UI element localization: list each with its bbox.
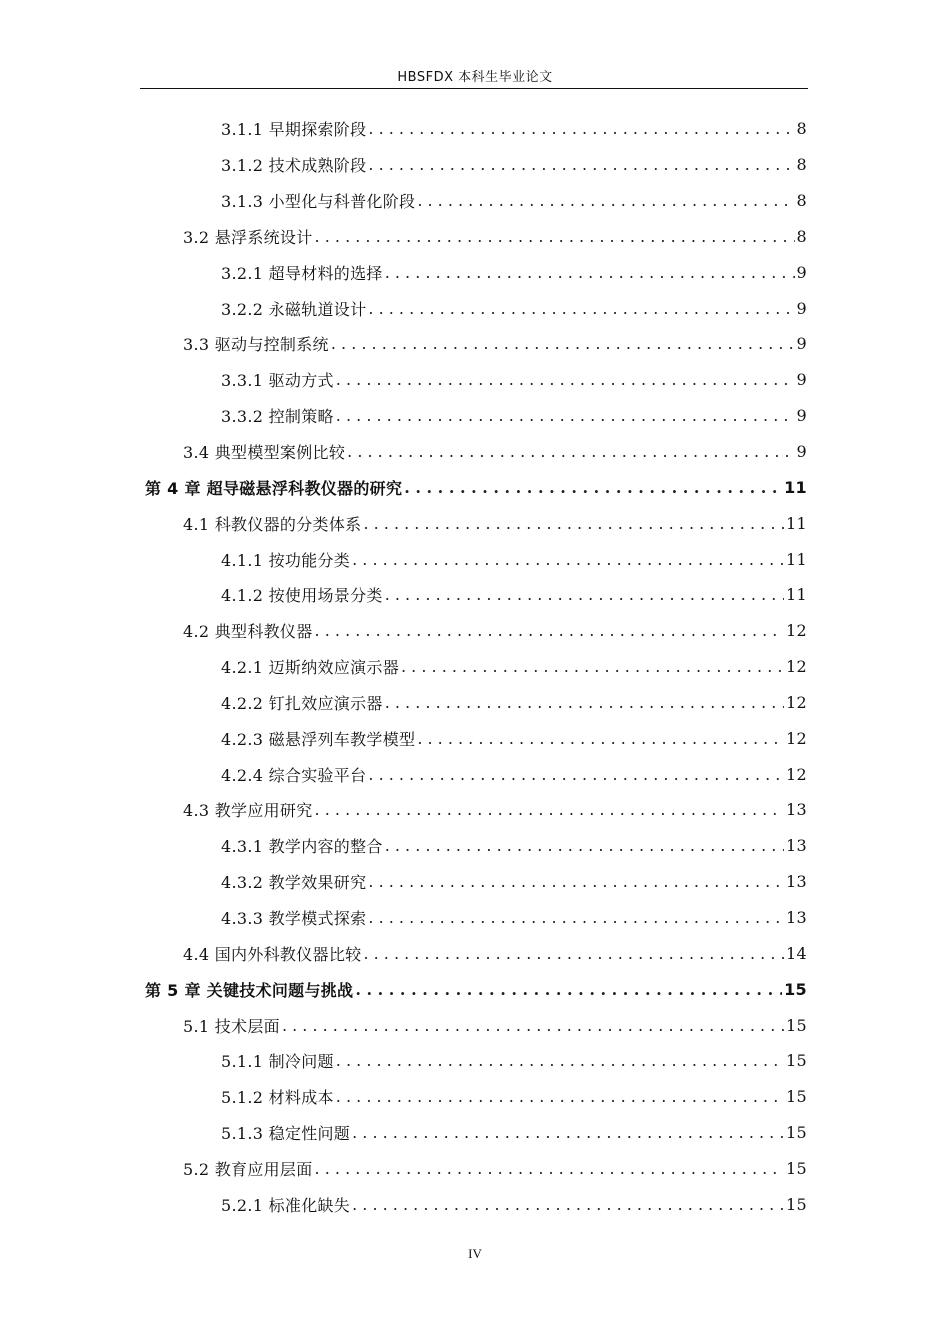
toc-entry[interactable] — [0, 1186, 950, 1222]
page-number: IV — [468, 1246, 482, 1261]
toc-entry-label: 3.1.1 早期探索阶段 — [221, 117, 368, 140]
toc-entry[interactable] — [0, 147, 950, 183]
toc-entry[interactable] — [0, 1079, 950, 1115]
toc-entry-page: 12 — [786, 728, 807, 748]
toc-entry-page: 8 — [796, 226, 807, 246]
toc-leader-dots — [347, 442, 794, 461]
toc-leader-dots — [315, 621, 784, 640]
toc-entry-label: 3.1.3 小型化与科普化阶段 — [221, 189, 417, 212]
toc-entry-label: 第 4 章 超导磁悬浮科教仪器的研究 — [145, 476, 404, 499]
toc-leader-dots — [282, 1016, 784, 1035]
toc-leader-dots — [315, 800, 784, 819]
toc-leader-dots — [336, 1087, 784, 1106]
toc-entry-page: 11 — [784, 477, 807, 497]
toc-leader-dots — [336, 406, 795, 425]
toc-entry[interactable] — [0, 541, 950, 577]
toc-entry[interactable] — [0, 935, 950, 971]
toc-entry[interactable] — [0, 828, 950, 864]
toc-entry-page: 15 — [786, 1194, 807, 1214]
toc-entry-label: 3.2.2 永磁轨道设计 — [221, 297, 368, 320]
toc-entry-page: 13 — [786, 800, 807, 820]
toc-entry[interactable] — [0, 1150, 950, 1186]
toc-entry-page: 15 — [786, 1123, 807, 1143]
toc-entry-label: 3.2 悬浮系统设计 — [183, 225, 315, 248]
toc-entry[interactable] — [0, 756, 950, 792]
toc-entry-label: 3.4 典型模型案例比较 — [183, 440, 347, 463]
toc-leader-dots — [385, 585, 784, 604]
toc-leader-dots — [363, 944, 784, 963]
toc-leader-dots — [355, 980, 782, 999]
toc-entry[interactable] — [0, 613, 950, 649]
toc-entry-page: 9 — [796, 262, 807, 282]
toc-entry-label: 3.2.1 超导材料的选择 — [221, 261, 385, 284]
toc-entry[interactable] — [0, 111, 950, 147]
toc-entry-label: 4.1.2 按使用场景分类 — [221, 583, 385, 606]
toc-entry-label: 5.2.1 标准化缺失 — [221, 1193, 352, 1216]
toc-entry-label: 4.1 科教仪器的分类体系 — [183, 512, 363, 535]
toc-entry-page: 8 — [796, 155, 807, 175]
toc-entry-label: 3.3.2 控制策略 — [221, 404, 336, 427]
toc-entry[interactable] — [0, 1115, 950, 1151]
toc-entry-page: 8 — [796, 119, 807, 139]
toc-entry[interactable] — [0, 900, 950, 936]
toc-leader-dots — [352, 1123, 784, 1142]
toc-leader-dots — [315, 227, 795, 246]
toc-entry-label: 第 5 章 关键技术问题与挑战 — [145, 978, 355, 1001]
toc-entry[interactable] — [0, 254, 950, 290]
toc-entry[interactable] — [0, 469, 950, 505]
toc-entry[interactable] — [0, 971, 950, 1007]
toc-entry-label: 4.2.3 磁悬浮列车教学模型 — [221, 727, 417, 750]
toc-leader-dots — [368, 872, 784, 891]
toc-entry-page: 9 — [796, 370, 807, 390]
toc-entry-page: 9 — [796, 334, 807, 354]
toc-entry[interactable] — [0, 326, 950, 362]
toc-entry-page: 12 — [786, 657, 807, 677]
toc-leader-dots — [368, 299, 794, 318]
toc-leader-dots — [336, 370, 795, 389]
toc-entry-page: 11 — [786, 549, 807, 569]
toc-entry[interactable] — [0, 505, 950, 541]
toc-entry[interactable] — [0, 1007, 950, 1043]
toc-entry-label: 3.3 驱动与控制系统 — [183, 332, 331, 355]
toc-entry[interactable] — [0, 577, 950, 613]
toc-entry-page: 12 — [786, 764, 807, 784]
toc-entry-label: 5.1.3 稳定性问题 — [221, 1121, 352, 1144]
toc-leader-dots — [352, 1195, 784, 1214]
toc-entry-page: 9 — [796, 298, 807, 318]
toc-entry-label: 4.2.1 迈斯纳效应演示器 — [221, 655, 401, 678]
toc-leader-dots — [331, 334, 795, 353]
toc-leader-dots — [385, 693, 784, 712]
toc-leader-dots — [401, 657, 784, 676]
toc-entry-page: 9 — [796, 406, 807, 426]
toc-entry-page: 12 — [786, 692, 807, 712]
toc-leader-dots — [368, 119, 794, 138]
toc-entry-label: 4.2.4 综合实验平台 — [221, 763, 368, 786]
toc-leader-dots — [368, 908, 784, 927]
toc-entry-page: 14 — [786, 943, 807, 963]
toc-entry-page: 13 — [786, 836, 807, 856]
toc-entry-label: 4.2 典型科教仪器 — [183, 619, 315, 642]
toc-entry-label: 4.3.2 教学效果研究 — [221, 870, 368, 893]
header-rule — [140, 88, 808, 89]
toc-entry-label: 4.2.2 钉扎效应演示器 — [221, 691, 385, 714]
toc-entry[interactable] — [0, 720, 950, 756]
toc-entry-label: 5.1.1 制冷问题 — [221, 1049, 336, 1072]
toc-entry-label: 5.2 教育应用层面 — [183, 1157, 315, 1180]
toc-entry-page: 15 — [786, 1015, 807, 1035]
toc-leader-dots — [363, 514, 784, 533]
toc-entry-page: 15 — [786, 1158, 807, 1178]
toc-entry[interactable] — [0, 685, 950, 721]
toc-entry-label: 5.1 技术层面 — [183, 1014, 282, 1037]
toc-entry[interactable] — [0, 1043, 950, 1079]
toc-leader-dots — [368, 155, 794, 174]
toc-entry-page: 15 — [786, 1051, 807, 1071]
toc-entry-label: 4.3.1 教学内容的整合 — [221, 834, 385, 857]
toc-entry[interactable] — [0, 362, 950, 398]
toc-entry[interactable] — [0, 649, 950, 685]
toc-entry-label: 3.3.1 驱动方式 — [221, 368, 336, 391]
toc-entry-label: 4.3 教学应用研究 — [183, 798, 315, 821]
toc-entry[interactable] — [0, 864, 950, 900]
toc-entry[interactable] — [0, 434, 950, 470]
toc-entry-page: 13 — [786, 907, 807, 927]
toc-entry-page: 15 — [786, 1087, 807, 1107]
toc-entry-page: 15 — [784, 979, 807, 999]
toc-entry[interactable] — [0, 290, 950, 326]
toc-entry[interactable] — [0, 219, 950, 255]
toc-entry-page: 8 — [796, 191, 807, 211]
toc-leader-dots — [368, 765, 784, 784]
toc-leader-dots — [315, 1159, 784, 1178]
table-of-contents — [0, 111, 950, 1222]
toc-entry[interactable] — [0, 183, 950, 219]
toc-leader-dots — [417, 729, 784, 748]
toc-leader-dots — [404, 478, 782, 497]
toc-entry-page: 13 — [786, 872, 807, 892]
toc-leader-dots — [336, 1051, 784, 1070]
toc-entry[interactable] — [0, 398, 950, 434]
toc-leader-dots — [385, 836, 784, 855]
toc-entry-label: 4.3.3 教学模式探索 — [221, 906, 368, 929]
toc-entry-page: 12 — [786, 621, 807, 641]
running-header: HBSFDX 本科生毕业论文 — [397, 70, 553, 85]
toc-entry-page: 11 — [786, 513, 807, 533]
toc-leader-dots — [352, 550, 784, 569]
toc-entry-label: 3.1.2 技术成熟阶段 — [221, 153, 368, 176]
toc-entry-label: 5.1.2 材料成本 — [221, 1085, 336, 1108]
toc-entry[interactable] — [0, 792, 950, 828]
toc-entry-label: 4.4 国内外科教仪器比较 — [183, 942, 363, 965]
toc-entry-page: 9 — [796, 442, 807, 462]
toc-entry-label: 4.1.1 按功能分类 — [221, 548, 352, 571]
toc-leader-dots — [417, 191, 794, 210]
toc-leader-dots — [385, 263, 795, 282]
toc-entry-page: 11 — [786, 585, 807, 605]
